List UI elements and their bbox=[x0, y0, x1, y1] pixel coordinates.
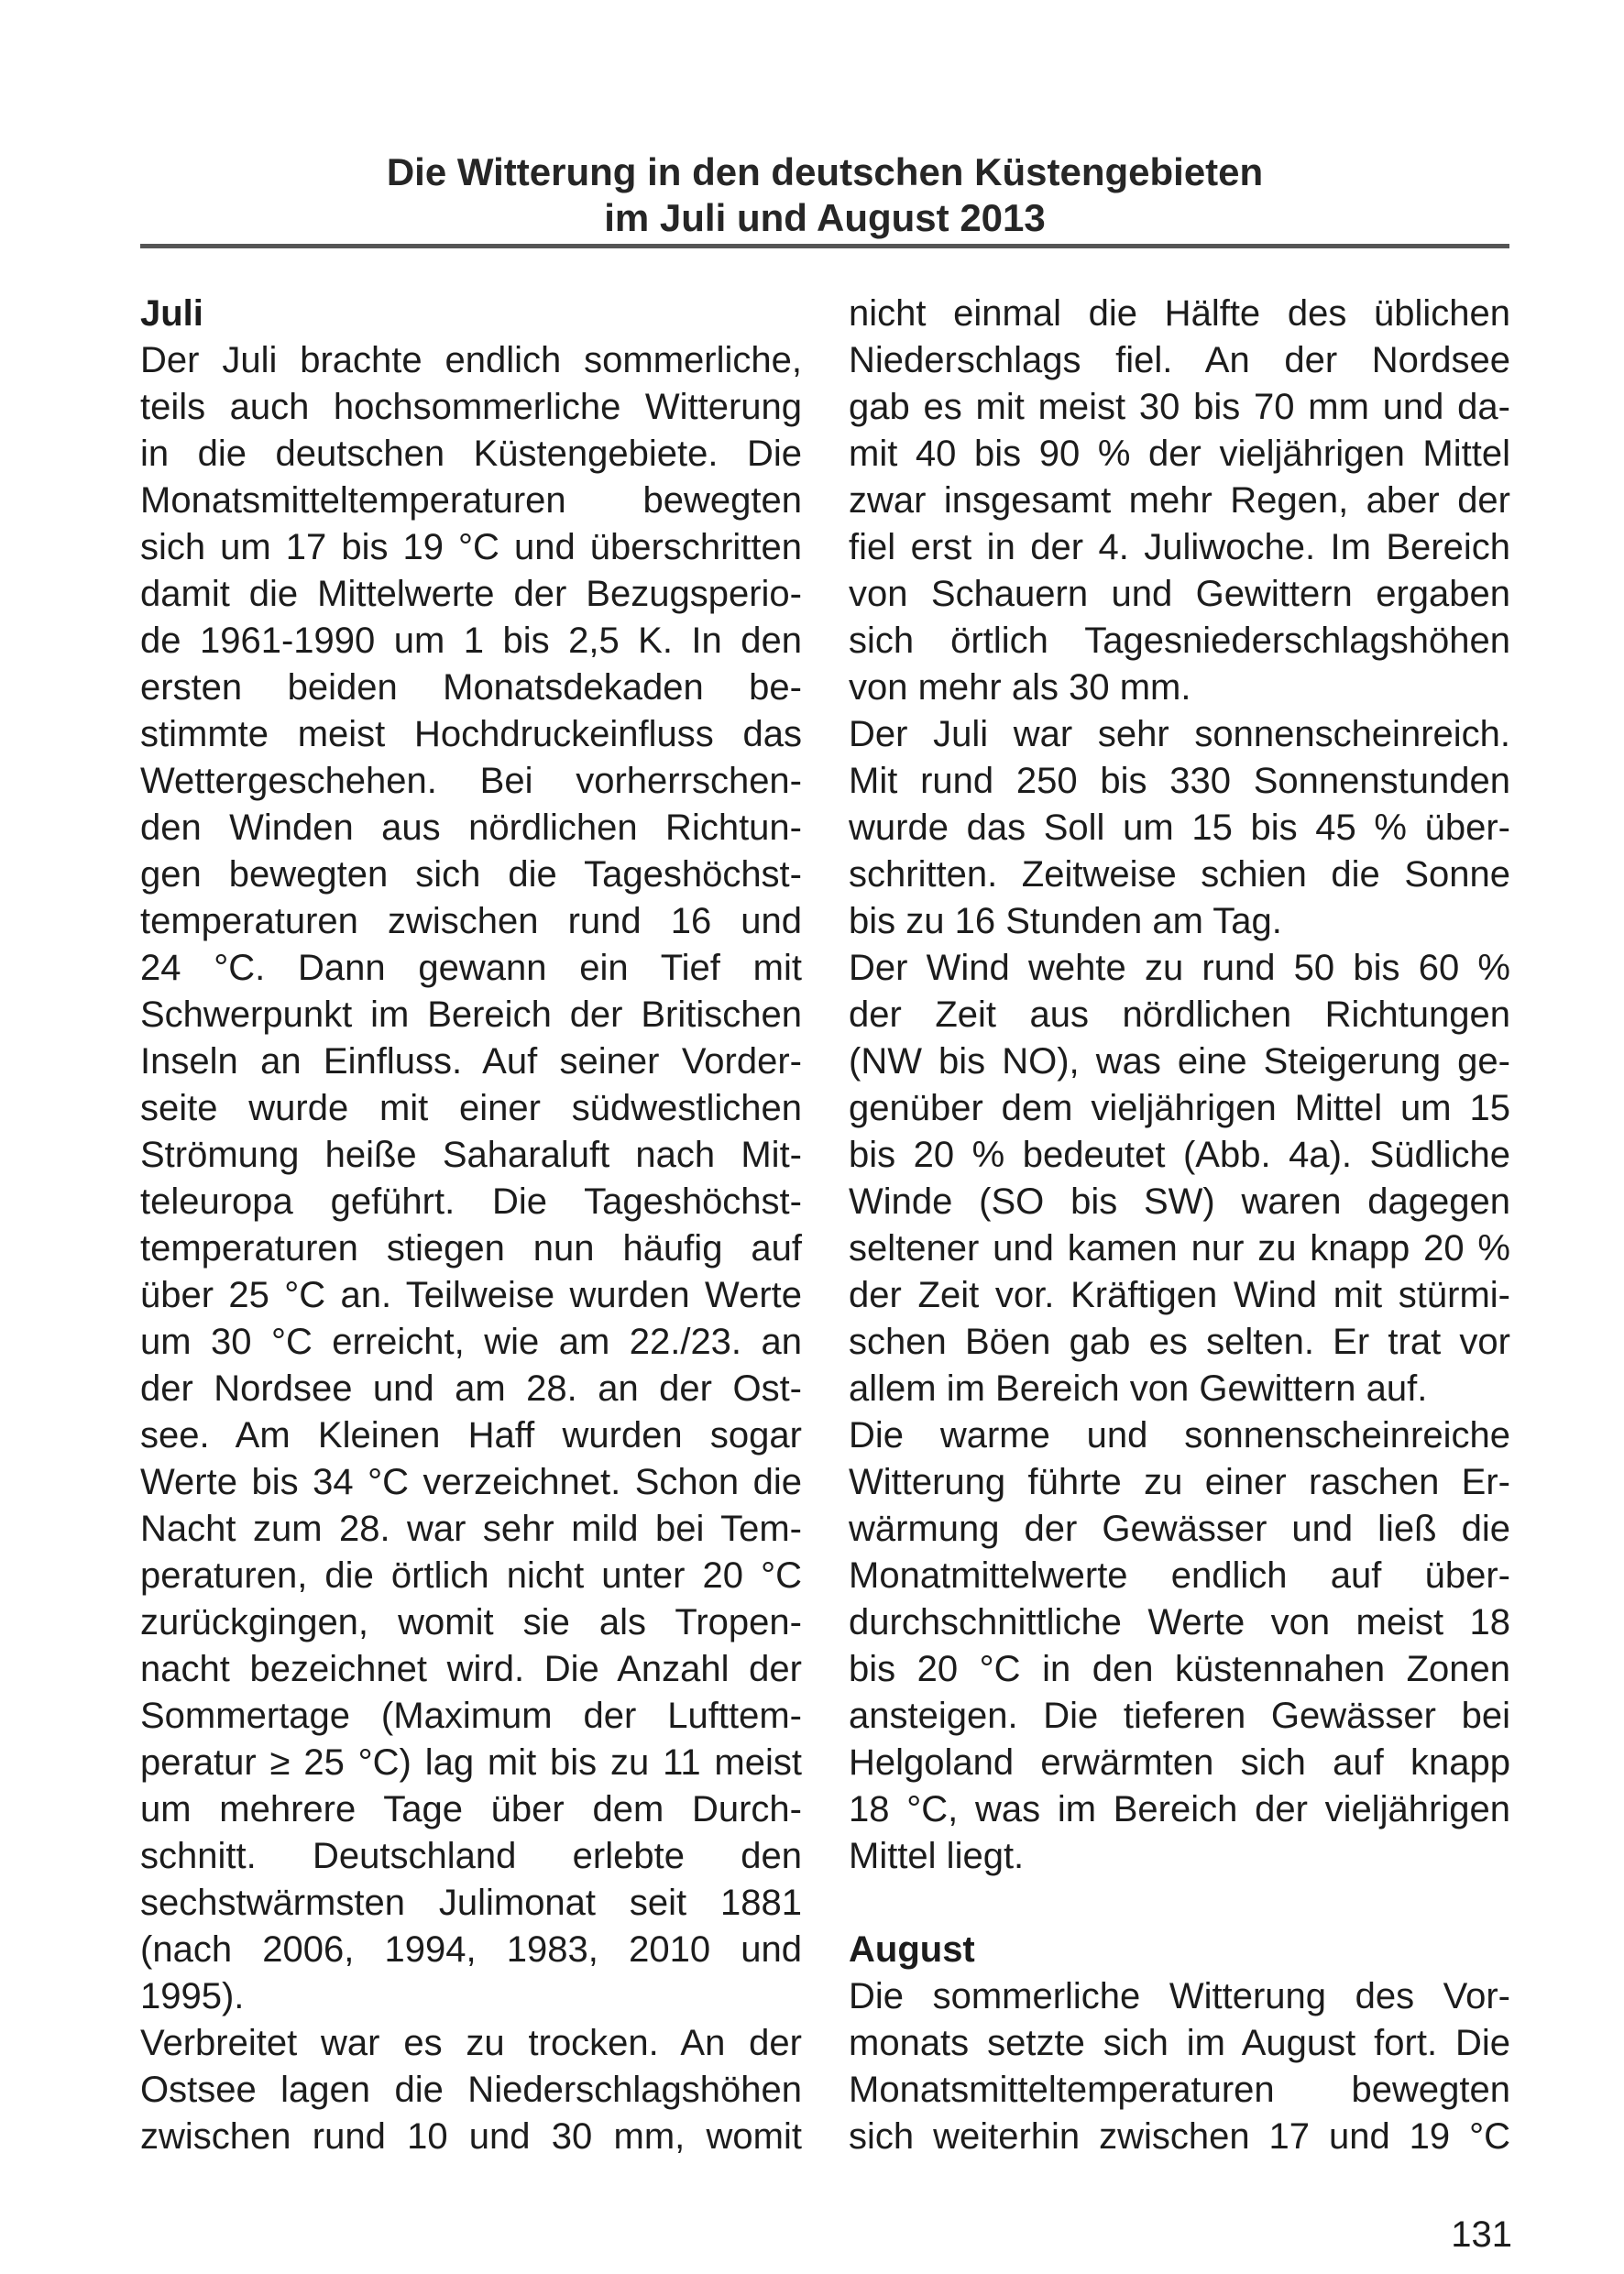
text-line: nicht einmal die Hälfte des üblichen bbox=[849, 293, 1510, 334]
page-title bbox=[140, 149, 1509, 241]
text-line: allem im Bereich von Gewittern auf. bbox=[849, 1368, 1428, 1409]
text-line: monats setzte sich im August fort. Die bbox=[849, 2023, 1510, 2063]
text-line: (NW bis NO), was eine Steigerung ge- bbox=[849, 1041, 1510, 1082]
text-line: von mehr als 30 mm. bbox=[849, 667, 1191, 708]
text-line: Mit rund 250 bis 330 Sonnenstunden bbox=[849, 761, 1510, 801]
text-line: 18 °C, was im Bereich der vieljährigen bbox=[849, 1789, 1510, 1829]
text-line: schnitt. Deutschland erlebte den bbox=[140, 1836, 802, 1876]
text-line: schen Böen gab es selten. Er trat vor bbox=[849, 1322, 1510, 1362]
text-line: zurückgingen, womit sie als Tropen- bbox=[140, 1602, 802, 1642]
text-line: zwischen rund 10 und 30 mm, womit bbox=[140, 2116, 802, 2157]
text-line: gen bewegten sich die Tageshöchst- bbox=[140, 854, 802, 895]
section bbox=[140, 291, 1510, 2160]
text-line: Mittel liegt. bbox=[849, 1836, 1025, 1876]
paragraph bbox=[849, 1412, 1510, 1880]
text-line: temperaturen stiegen nun häufig auf bbox=[140, 1228, 802, 1269]
text-line: Winde (SO bis SW) waren dagegen bbox=[849, 1181, 1510, 1222]
text-line: Monatsmitteltemperaturen bewegten bbox=[849, 2070, 1510, 2110]
text-line: bis 20 °C in den küstennahen Zonen bbox=[849, 1649, 1510, 1689]
title-divider bbox=[140, 244, 1509, 248]
text-line: gab es mit meist 30 bis 70 mm und da- bbox=[849, 387, 1510, 427]
section-heading: August bbox=[849, 1929, 975, 1970]
text-line: seltener und kamen nur zu knapp 20 % bbox=[849, 1228, 1510, 1269]
text-line: Witterung führte zu einer raschen Er- bbox=[849, 1462, 1510, 1502]
text-line: teils auch hochsommerliche Witterung bbox=[140, 387, 802, 427]
text-line: fiel erst in der 4. Juliwoche. Im Bereich bbox=[849, 527, 1510, 567]
text-line: peratur ≥ 25 °C) lag mit bis zu 11 meist bbox=[140, 1742, 802, 1783]
text-line: wärmung der Gewässer und ließ die bbox=[849, 1509, 1510, 1549]
text-line: mit 40 bis 90 % der vieljährigen Mittel bbox=[849, 434, 1510, 474]
text-line: de 1961-1990 um 1 bis 2,5 K. In den bbox=[140, 621, 802, 661]
text-line: (nach 2006, 1994, 1983, 2010 und bbox=[140, 1929, 802, 1970]
text-line: zwar insgesamt mehr Regen, aber der bbox=[849, 480, 1510, 521]
text-line: bis zu 16 Stunden am Tag. bbox=[849, 901, 1282, 941]
text-line: schritten. Zeitweise schien die Sonne bbox=[849, 854, 1510, 895]
text-line: von Schauern und Gewittern ergaben bbox=[849, 574, 1510, 614]
text-line: peraturen, die örtlich nicht unter 20 °C bbox=[140, 1555, 802, 1596]
body-text bbox=[140, 291, 1510, 2160]
section bbox=[849, 1927, 1510, 2160]
text-line: stimmte meist Hochdruckeinfluss das bbox=[140, 714, 802, 754]
text-line: Niederschlags fiel. An der Nordsee bbox=[849, 340, 1510, 380]
paragraph bbox=[849, 711, 1510, 945]
text-line: 1995). bbox=[140, 1976, 245, 2016]
text-line: Verbreitet war es zu trocken. An der bbox=[140, 2023, 802, 2063]
text-line: Schwerpunkt im Bereich der Britischen bbox=[140, 994, 802, 1035]
text-line: über 25 °C an. Teilweise wurden Werte bbox=[140, 1275, 802, 1315]
text-line: in die deutschen Küstengebiete. Die bbox=[140, 434, 802, 474]
text-line: durchschnittliche Werte von meist 18 bbox=[849, 1602, 1510, 1642]
text-line: damit die Mittelwerte der Bezugsperio- bbox=[140, 574, 802, 614]
text-line: Sommertage (Maximum der Lufttem- bbox=[140, 1696, 802, 1736]
text-line: Ostsee lagen die Niederschlagshöhen bbox=[140, 2070, 802, 2110]
text-line: Werte bis 34 °C verzeichnet. Schon die bbox=[140, 1462, 802, 1502]
paragraph bbox=[849, 945, 1510, 1412]
text-line: wurde das Soll um 15 bis 45 % über- bbox=[849, 807, 1510, 848]
text-line: Wettergeschehen. Bei vorherrschen- bbox=[140, 761, 802, 801]
text-line: Der Juli brachte endlich sommerliche, bbox=[140, 340, 802, 380]
text-line: um 30 °C erreicht, wie am 22./23. an bbox=[140, 1322, 802, 1362]
text-line: nacht bezeichnet wird. Die Anzahl der bbox=[140, 1649, 802, 1689]
text-line: genüber dem vieljährigen Mittel um 15 bbox=[849, 1088, 1510, 1128]
text-line: Nacht zum 28. war sehr mild bei Tem- bbox=[140, 1509, 802, 1549]
title-line: im Juli und August 2013 bbox=[604, 196, 1046, 239]
paragraph bbox=[849, 1973, 1510, 2160]
text-line: 24 °C. Dann gewann ein Tief mit bbox=[140, 948, 802, 988]
text-line: sich um 17 bis 19 °C und überschritten bbox=[140, 527, 802, 567]
text-line: um mehrere Tage über dem Durch- bbox=[140, 1789, 802, 1829]
title-line: Die Witterung in den deutschen Küstengebieten bbox=[386, 150, 1264, 193]
text-line: den Winden aus nördlichen Richtun- bbox=[140, 807, 802, 848]
text-line: Monatmittelwerte endlich auf über- bbox=[849, 1555, 1510, 1596]
paragraph bbox=[140, 337, 802, 2020]
text-line: der Zeit aus nördlichen Richtungen bbox=[849, 994, 1510, 1035]
text-line: see. Am Kleinen Haff wurden sogar bbox=[140, 1415, 802, 1456]
text-line: ansteigen. Die tieferen Gewässer bei bbox=[849, 1696, 1510, 1736]
text-line: Die warme und sonnenscheinreiche bbox=[849, 1415, 1510, 1456]
page-number: 131 bbox=[1451, 2214, 1512, 2255]
text-line: Die sommerliche Witterung des Vor- bbox=[849, 1976, 1510, 2016]
text-line: Strömung heiße Saharaluft nach Mit- bbox=[140, 1135, 802, 1175]
text-line: seite wurde mit einer südwestlichen bbox=[140, 1088, 802, 1128]
text-line: Inseln an Einfluss. Auf seiner Vorder- bbox=[140, 1041, 802, 1082]
text-line: teleuropa geführt. Die Tageshöchst- bbox=[140, 1181, 802, 1222]
text-line: sich örtlich Tagesniederschlagshöhen bbox=[849, 621, 1510, 661]
text-line: ersten beiden Monatsdekaden be- bbox=[140, 667, 802, 708]
text-line: der Zeit vor. Kräftigen Wind mit stürmi- bbox=[849, 1275, 1510, 1315]
text-line: Der Wind wehte zu rund 50 bis 60 % bbox=[849, 948, 1510, 988]
text-line: sechstwärmsten Julimonat seit 1881 bbox=[140, 1883, 802, 1923]
text-line: temperaturen zwischen rund 16 und bbox=[140, 901, 802, 941]
text-line: Der Juli war sehr sonnenscheinreich. bbox=[849, 714, 1510, 754]
text-line: bis 20 % bedeutet (Abb. 4a). Südliche bbox=[849, 1135, 1510, 1175]
text-line: Helgoland erwärmten sich auf knapp bbox=[849, 1742, 1510, 1783]
section-heading: Juli bbox=[140, 293, 203, 334]
text-line: Monatsmitteltemperaturen bewegten bbox=[140, 480, 802, 521]
text-line: der Nordsee und am 28. an der Ost- bbox=[140, 1368, 802, 1409]
text-line: sich weiterhin zwischen 17 und 19 °C bbox=[849, 2116, 1510, 2157]
